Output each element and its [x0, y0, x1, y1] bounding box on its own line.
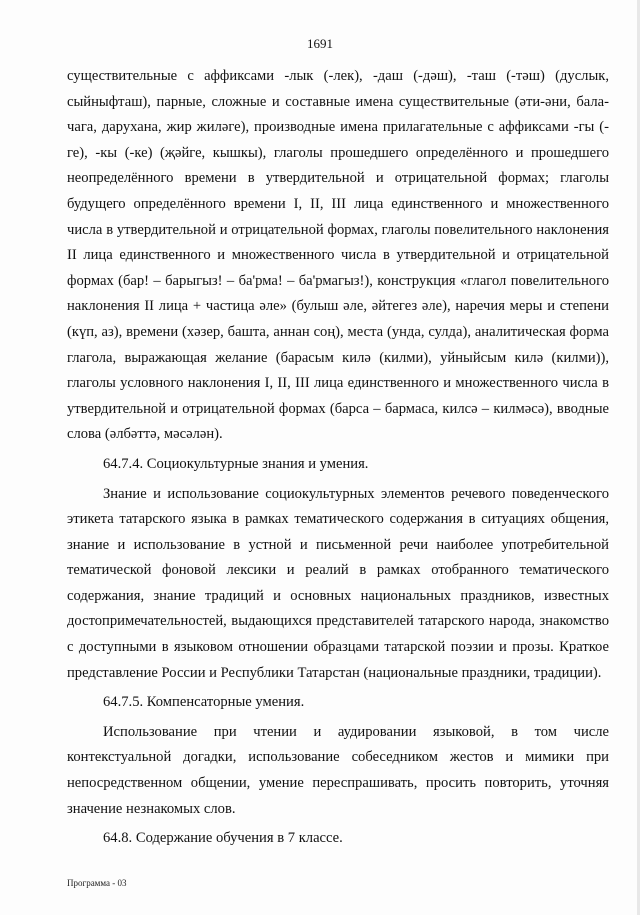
section-heading-64-7-4: 64.7.4. Социокультурные знания и умения.: [103, 455, 369, 472]
body-text: [67, 64, 609, 852]
page-number: 1691: [307, 36, 333, 51]
paragraph-2: Знание и использование социокультурных элементов речевого поведенческого этикета татарского языка в рамках тематического содержания в ситуациях общения, знание и использование в устной и письменной речи наиболее употребительной тематической фоновой лексики и реалий в рамках отобранного тематического содержания, знание традиций и основных национальных праздников, известных достопримечательностей, выдающихся представителей татарского народа, знакомство с доступными в языковом отношении образцами татарской поэзии и прозы. Краткое представление России и Республики Татарстан (национальные праздники, традиции).: [67, 485, 609, 681]
footer-label: Программа - 03: [67, 878, 127, 888]
section-heading-64-8: 64.8. Содержание обучения в 7 классе.: [103, 830, 343, 847]
paragraph-1: существительные с аффиксами -лык (-лек), -даш (-дәш), -таш (-тәш) (дуслык, сыйныфташ), парные, сложные и составные имена существительные (әти-әни, бала-чага, дарухана, жир жиләге), производные имена прилагательные с аффиксами -гы (-ге), -кы (-ке) (җәйге, кышкы), глаголы прошедшего определённого и прошедшего неопределённого времени в утвердительной и отрицательной формах; глаголы будущего определённого времени I, II, III лица единственного и множественного числа в утвердительной и отрицательной формах, глаголы повелительного наклонения II лица единственного и множественного числа в утвердительной и отрицательной формах (бар! – барыгыз! – ба'рма! – ба'рмагыз!), конструкция «глагол повелительного наклонения II лица + частица әле» (булыш әле, әйтегез әле), наречия меры и степени (күп, аз), времени (хәзер, башта, аннан соң), места (унда, сулда), аналитическая форма глагола, выражающая желание (барасым килә (килми), уйныйсым килә (килми)), глаголы условного наклонения I, II, III лица единственного и множественного числа в утвердительной и отрицательной формах (барса – бармаса, килсә – килмәсә), вводные слова (әлбәттә, мәсәлән).: [67, 68, 609, 443]
paragraph-3: Использование при чтении и аудировании языковой, в том числе контекстуальной догадки, использование собеседником жестов и мимики при непосредственном общении, умение переспрашивать, просить повторить, уточняя значение незнакомых слов.: [67, 723, 609, 817]
section-heading-64-7-5: 64.7.5. Компенсаторные умения.: [103, 694, 305, 711]
